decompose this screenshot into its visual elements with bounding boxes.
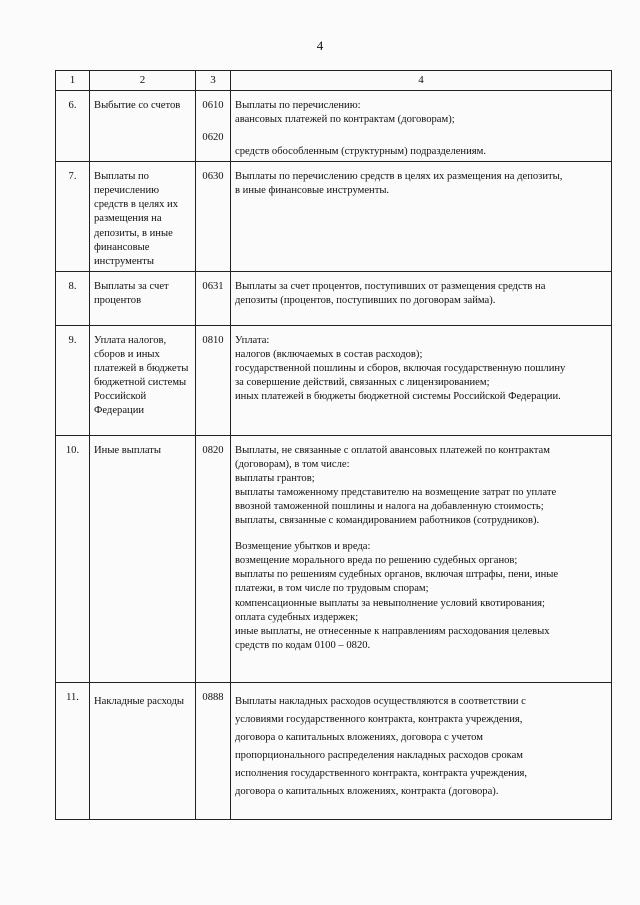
row-code: 0631 bbox=[202, 280, 224, 292]
desc-line: иных платежей в бюджеты бюджетной системы Российской Федерации. bbox=[235, 391, 561, 403]
row-name: Выплаты за счет процентов bbox=[94, 280, 169, 306]
desc-line: иные выплаты, не отнесенные к направлениям расходования целевых bbox=[235, 625, 550, 637]
row-code: 0620 bbox=[202, 132, 224, 144]
row-name: Накладные расходы bbox=[94, 695, 184, 707]
row-number: 7. bbox=[56, 162, 90, 272]
desc-line: выплаты, связанные с командированием работников (сотрудников). bbox=[235, 515, 540, 527]
table-row bbox=[56, 162, 612, 272]
desc-line: Выплаты по перечислению: bbox=[235, 100, 361, 111]
desc-line: средств обособленным (структурным) подразделениям. bbox=[235, 146, 486, 158]
desc-line: возмещение морального вреда по решению судебных органов; bbox=[235, 555, 518, 567]
row-number: 11. bbox=[56, 682, 90, 819]
row-number: 10. bbox=[56, 435, 90, 682]
table-row bbox=[56, 435, 612, 682]
desc-line: договора о капитальных вложениях, договора с учетом bbox=[235, 731, 483, 743]
page-number: 4 bbox=[316, 38, 324, 53]
desc-line: Выплаты, не связанные с оплатой авансовых платежей по контрактам bbox=[235, 444, 550, 456]
header-col-1: 1 bbox=[56, 71, 90, 91]
table-row bbox=[56, 682, 612, 819]
header-col-2: 2 bbox=[90, 71, 196, 91]
row-number: 9. bbox=[56, 325, 90, 435]
desc-line: выплаты по решениям судебных органов, включая штрафы, пени, иные bbox=[235, 569, 559, 581]
desc-line: государственной пошлины и сборов, включая государственную пошлину bbox=[235, 362, 566, 374]
codes-table bbox=[55, 70, 612, 820]
desc-line: платежи, в том числе по трудовым спорам; bbox=[235, 583, 429, 595]
row-code: 0888 bbox=[196, 682, 231, 819]
row-name: Иные выплаты bbox=[94, 444, 162, 456]
row-code: 0810 bbox=[202, 334, 224, 346]
row-name: Выбытие со счетов bbox=[94, 100, 181, 111]
desc-line: в иные финансовые инструменты. bbox=[235, 185, 390, 197]
desc-line: оплата судебных издержек; bbox=[235, 611, 359, 623]
desc-line: компенсационные выплаты за невыполнение условий квотирования; bbox=[235, 597, 545, 609]
row-name: Уплата налогов, сборов и иных платежей в бюджеты бюджетной системы Российской Федерации bbox=[94, 334, 189, 417]
table-header-row bbox=[56, 71, 612, 91]
desc-line: депозиты (процентов, поступивших по договорам займа). bbox=[235, 294, 496, 306]
desc-line: Уплата: bbox=[235, 334, 270, 346]
desc-line: Выплаты за счет процентов, поступивших от размещения средств на bbox=[235, 280, 546, 292]
desc-line: Выплаты накладных расходов осуществляются в соответствии с bbox=[235, 695, 526, 707]
desc-line: (договорам), в том числе: bbox=[235, 458, 350, 470]
desc-line: за совершение действий, связанных с лицензированием; bbox=[235, 377, 490, 389]
desc-line: Выплаты по перечислению средств в целях их размещения на депозиты, bbox=[235, 171, 563, 183]
row-number: 6. bbox=[56, 91, 90, 162]
table-row bbox=[56, 91, 612, 162]
desc-line: исполнения государственного контракта, контракта учреждения, bbox=[235, 767, 528, 779]
table-row bbox=[56, 325, 612, 435]
desc-line: средств по кодам 0100 – 0820. bbox=[235, 639, 371, 651]
desc-line: Возмещение убытков и вреда: bbox=[235, 541, 371, 553]
desc-line: авансовых платежей по контрактам (договорам); bbox=[235, 114, 455, 126]
desc-line: договора о капитальных вложениях, контракта (договора). bbox=[235, 785, 499, 797]
desc-line: пропорционального распределения накладных расходов срокам bbox=[235, 749, 524, 761]
desc-line: условиями государственного контракта, контракта учреждения, bbox=[235, 713, 523, 725]
header-col-3: 3 bbox=[196, 71, 231, 91]
row-code: 0610 bbox=[202, 100, 224, 111]
desc-line: ввозной таможенной пошлины и налога на добавленную стоимость; bbox=[235, 501, 544, 513]
row-code: 0630 bbox=[202, 171, 224, 183]
row-code: 0820 bbox=[202, 444, 224, 456]
table-row bbox=[56, 271, 612, 325]
desc-line: выплаты таможенному представителю на возмещение затрат по уплате bbox=[235, 487, 557, 499]
row-name: Выплаты по перечислению средств в целях их размещения на депозиты, в иные финансовые инструменты bbox=[94, 171, 179, 267]
desc-line: налогов (включаемых в состав расходов); bbox=[235, 348, 423, 360]
row-number: 8. bbox=[56, 271, 90, 325]
desc-line: выплаты грантов; bbox=[235, 472, 315, 484]
header-col-4: 4 bbox=[231, 71, 612, 91]
